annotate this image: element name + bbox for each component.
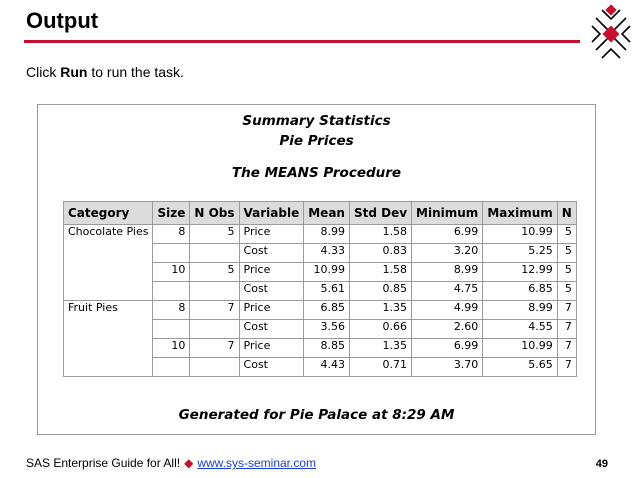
n-cell: 7 [557, 320, 576, 339]
title-rule [24, 40, 580, 43]
category-cell: Chocolate Pies [64, 225, 153, 301]
nobs-cell [190, 282, 239, 301]
mean-cell: 4.33 [304, 244, 350, 263]
col-header-stddev: Std Dev [349, 202, 411, 225]
stddev-cell: 0.71 [349, 358, 411, 377]
red-diamond-icon: ◆ [184, 456, 194, 470]
stddev-cell: 1.58 [349, 225, 411, 244]
maximum-cell: 5.25 [483, 244, 557, 263]
instruction-run: Run [60, 64, 88, 80]
variable-cell: Cost [239, 282, 304, 301]
size-cell [153, 320, 190, 339]
stddev-cell: 1.35 [349, 301, 411, 320]
nobs-cell: 7 [190, 339, 239, 358]
nobs-cell: 5 [190, 263, 239, 282]
lattice-diamond-logo [588, 4, 634, 64]
col-header-category: Category [64, 202, 153, 225]
nobs-cell: 7 [190, 301, 239, 320]
footer-text: SAS Enterprise Guide for All! [26, 456, 181, 470]
n-cell: 5 [557, 263, 576, 282]
maximum-cell: 10.99 [483, 339, 557, 358]
maximum-cell: 6.85 [483, 282, 557, 301]
output-title-1: Summary Statistics [242, 113, 391, 129]
mean-cell: 10.99 [304, 263, 350, 282]
slide-title: Output [26, 8, 99, 33]
col-header-minimum: Minimum [412, 202, 483, 225]
instruction-suffix: to run the task. [87, 64, 184, 80]
variable-cell: Cost [239, 244, 304, 263]
stddev-cell: 1.58 [349, 263, 411, 282]
procedure-title: The MEANS Procedure [231, 165, 402, 181]
variable-cell: Price [239, 263, 304, 282]
minimum-cell: 8.99 [412, 263, 483, 282]
stddev-cell: 0.85 [349, 282, 411, 301]
maximum-cell: 8.99 [483, 301, 557, 320]
col-header-maximum: Maximum [483, 202, 557, 225]
minimum-cell: 2.60 [412, 320, 483, 339]
col-header-mean: Mean [304, 202, 350, 225]
minimum-cell: 4.99 [412, 301, 483, 320]
website-link[interactable]: www.sys-seminar.com [197, 456, 316, 470]
mean-cell: 8.99 [304, 225, 350, 244]
table-row [64, 225, 577, 244]
variable-cell: Cost [239, 358, 304, 377]
n-cell: 7 [557, 339, 576, 358]
summary-statistics-table [63, 201, 577, 377]
maximum-cell: 4.55 [483, 320, 557, 339]
n-cell: 5 [557, 225, 576, 244]
minimum-cell: 3.70 [412, 358, 483, 377]
instruction-prefix: Click [26, 64, 61, 80]
slide-footer [26, 456, 316, 470]
variable-cell: Cost [239, 320, 304, 339]
output-footnote: Generated for Pie Palace at 8:29 AM [178, 407, 455, 423]
size-cell [153, 244, 190, 263]
minimum-cell: 6.99 [412, 225, 483, 244]
page-number: 49 [595, 458, 608, 470]
variable-cell: Price [239, 339, 304, 358]
nobs-cell [190, 320, 239, 339]
minimum-cell: 3.20 [412, 244, 483, 263]
maximum-cell: 5.65 [483, 358, 557, 377]
mean-cell: 6.85 [304, 301, 350, 320]
mean-cell: 4.43 [304, 358, 350, 377]
n-cell: 5 [557, 282, 576, 301]
table-row [64, 301, 577, 320]
size-cell [153, 282, 190, 301]
col-header-nobs: N Obs [190, 202, 239, 225]
table-header-row [64, 202, 577, 225]
minimum-cell: 4.75 [412, 282, 483, 301]
nobs-cell [190, 244, 239, 263]
stddev-cell: 0.66 [349, 320, 411, 339]
output-title-2: Pie Prices [279, 133, 354, 149]
results-output-frame [37, 104, 596, 435]
maximum-cell: 10.99 [483, 225, 557, 244]
stddev-cell: 0.83 [349, 244, 411, 263]
col-header-variable: Variable [239, 202, 304, 225]
nobs-cell [190, 358, 239, 377]
size-cell [153, 358, 190, 377]
size-cell: 8 [153, 301, 190, 320]
variable-cell: Price [239, 301, 304, 320]
variable-cell: Price [239, 225, 304, 244]
category-cell: Fruit Pies [64, 301, 153, 377]
size-cell: 10 [153, 339, 190, 358]
size-cell: 8 [153, 225, 190, 244]
maximum-cell: 12.99 [483, 263, 557, 282]
size-cell: 10 [153, 263, 190, 282]
mean-cell: 3.56 [304, 320, 350, 339]
mean-cell: 8.85 [304, 339, 350, 358]
nobs-cell: 5 [190, 225, 239, 244]
n-cell: 7 [557, 358, 576, 377]
n-cell: 7 [557, 301, 576, 320]
instruction-text [26, 64, 184, 80]
stddev-cell: 1.35 [349, 339, 411, 358]
minimum-cell: 6.99 [412, 339, 483, 358]
n-cell: 5 [557, 244, 576, 263]
col-header-n: N [557, 202, 576, 225]
col-header-size: Size [153, 202, 190, 225]
mean-cell: 5.61 [304, 282, 350, 301]
